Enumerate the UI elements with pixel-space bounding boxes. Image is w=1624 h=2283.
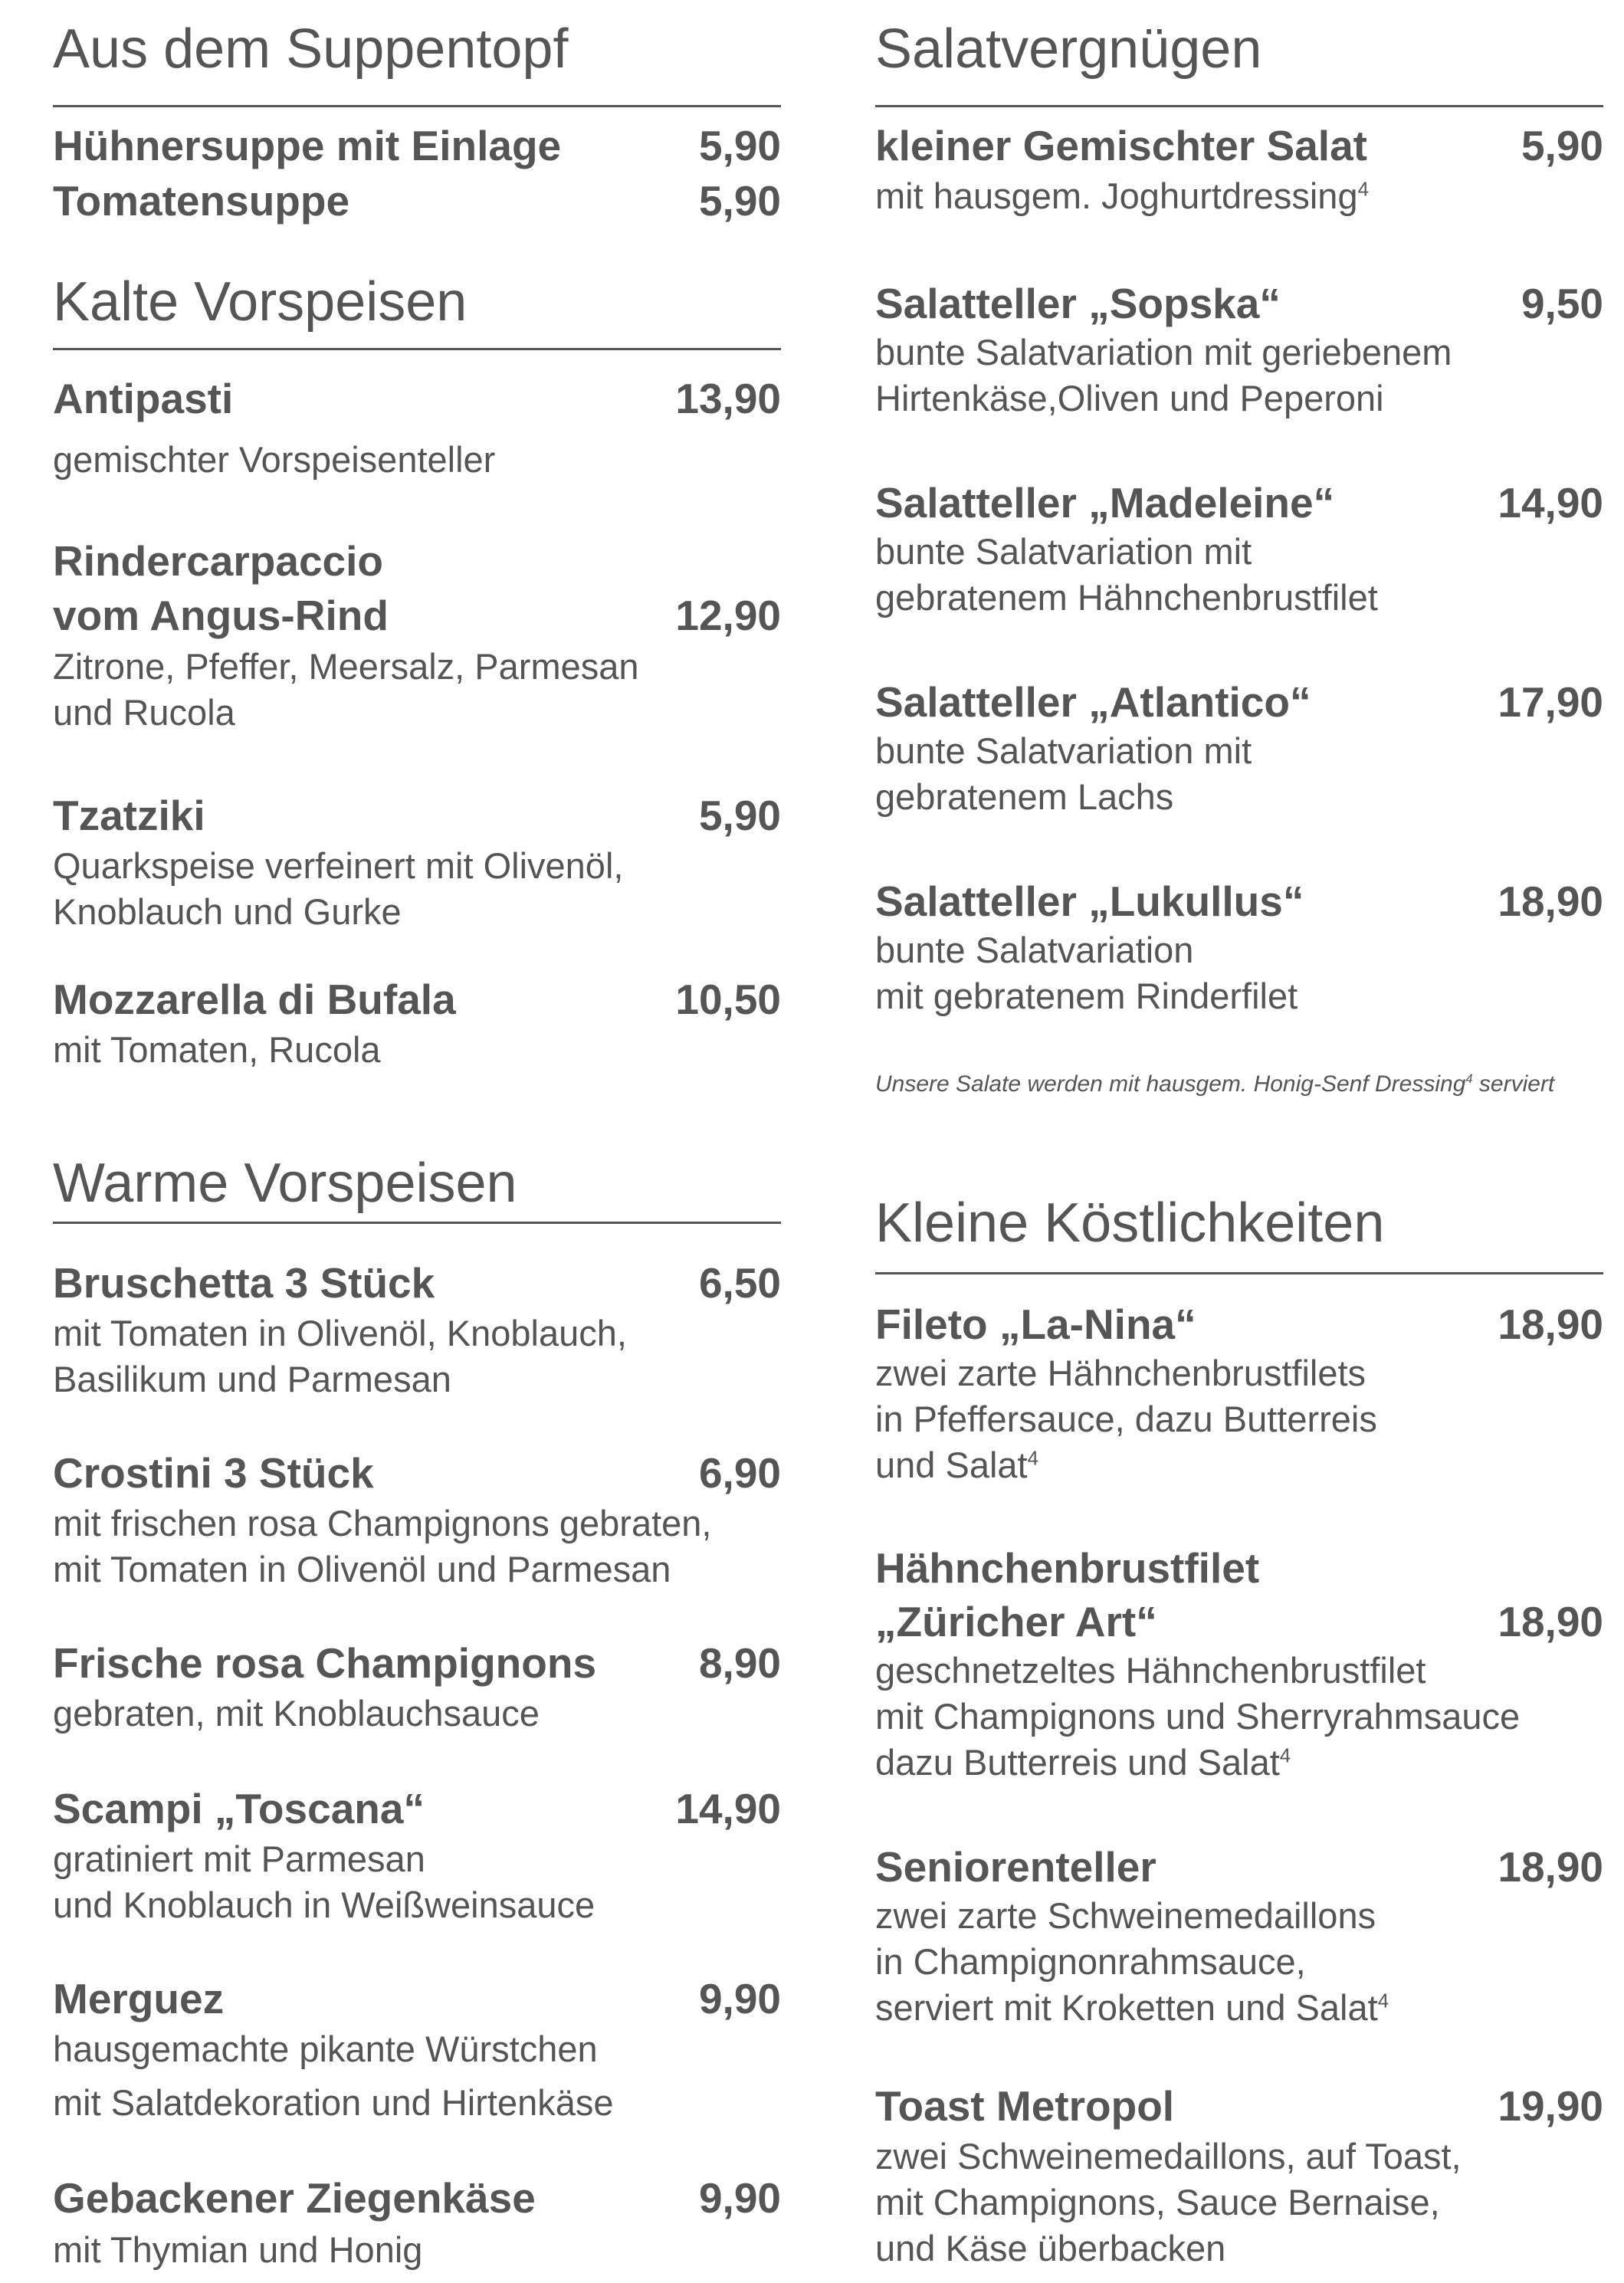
section-title: Kleine Köstlichkeiten (875, 1192, 1385, 1254)
item-price: 17,90 (1498, 678, 1603, 726)
item-description: Knoblauch und Gurke (53, 891, 402, 932)
menu-item (53, 121, 781, 170)
item-price: 9,90 (698, 1975, 781, 2022)
item-name: Bruschetta 3 Stück (53, 1259, 435, 1307)
item-name: Hühnersuppe mit Einlage (53, 122, 562, 169)
item-description: serviert mit Kroketten und Salat$^4$ (875, 1987, 1389, 2028)
item-description: mit Tomaten in Olivenöl und Parmesan (53, 1549, 671, 1589)
item-description: mit Salatdekoration und Hirtenkäse (53, 2082, 614, 2123)
footnote-marker: 4 (1357, 179, 1369, 201)
footnote-marker: 4 (1377, 1990, 1389, 2012)
item-name: Antipasti (53, 375, 234, 422)
item-price: 19,90 (1498, 2082, 1603, 2130)
section-divider (875, 105, 1603, 107)
menu-item (875, 1597, 1603, 1646)
item-price: 18,90 (1498, 1598, 1603, 1645)
item-price: 18,90 (1498, 877, 1603, 925)
menu-item (53, 1974, 781, 2023)
menu-item (875, 2081, 1603, 2130)
menu-item (875, 877, 1603, 926)
item-description: in Champignonrahmsauce, (875, 1941, 1306, 1982)
item-price: 14,90 (1498, 479, 1603, 526)
menu-item (53, 1448, 781, 1497)
section-divider (53, 1222, 781, 1224)
item-description: mit gebratenem Rinderfilet (875, 976, 1298, 1016)
section-divider (53, 105, 781, 107)
item-description: mit Thymian und Honig (53, 2229, 423, 2270)
item-description: Basilikum und Parmesan (53, 1359, 451, 1399)
item-price: 5,90 (698, 122, 781, 169)
item-description: Zitrone, Pfeffer, Meersalz, Parmesan (53, 646, 639, 687)
section-title: Kalte Vorspeisen (53, 271, 468, 333)
item-name: Tomatensuppe (53, 177, 350, 225)
item-description: bunte Salatvariation mit (875, 730, 1252, 771)
item-description: und Käse überbacken (875, 2228, 1226, 2268)
item-name: Scampi „Toscana“ (53, 1785, 425, 1832)
item-description: gratiniert mit Parmesan (53, 1839, 425, 1879)
item-description: gemischter Vorspeisenteller (53, 439, 496, 480)
menu-item (53, 591, 781, 640)
menu-item (875, 478, 1603, 527)
menu-item (875, 279, 1603, 328)
menu-item (53, 176, 781, 225)
item-price: 9,90 (698, 2174, 781, 2222)
item-price: 6,90 (698, 1449, 781, 1497)
item-name: Tzatziki (53, 792, 205, 839)
item-name: Crostini 3 Stück (53, 1449, 374, 1497)
item-description: und Salat$^4$ (875, 1445, 1038, 1485)
item-name: Merguez (53, 1975, 225, 2022)
menu-item (53, 2173, 781, 2222)
item-description: zwei zarte Schweinemedaillons (875, 1895, 1376, 1936)
menu-item (875, 1842, 1603, 1891)
menu-item (875, 1300, 1603, 1349)
item-description: mit Champignons und Sherryrahmsauce (875, 1696, 1521, 1737)
menu-item (53, 791, 781, 840)
menu-item-line (875, 1543, 1603, 1593)
menu-item (53, 1784, 781, 1833)
item-name: Seniorenteller (875, 1843, 1156, 1891)
item-description: bunte Salatvariation mit (875, 531, 1252, 572)
item-price: 14,90 (675, 1785, 781, 1832)
menu-item (53, 975, 781, 1024)
menu-item (53, 1638, 781, 1688)
item-price: 8,90 (698, 1639, 781, 1687)
item-name: Salatteller „Madeleine“ (875, 479, 1335, 526)
item-description: bunte Salatvariation mit geriebenem (875, 332, 1452, 372)
section-title: Aus dem Suppentopf (53, 18, 569, 80)
section-title: Warme Vorspeisen (53, 1153, 517, 1214)
menu-item (875, 677, 1603, 727)
section-title: Salatvergnügen (875, 18, 1262, 80)
item-description: mit hausgem. Joghurtdressing$^4$ (875, 175, 1369, 216)
item-price: 9,50 (1521, 280, 1603, 327)
item-description: Quarkspeise verfeinert mit Olivenöl, (53, 845, 624, 886)
menu-item (53, 1258, 781, 1307)
item-name: Salatteller „Lukullus“ (875, 877, 1304, 925)
section-divider (53, 348, 781, 350)
item-description: zwei Schweinemedaillons, auf Toast, (875, 2136, 1462, 2176)
item-description: gebraten, mit Knoblauchsauce (53, 1693, 540, 1734)
item-price: 5,90 (1521, 122, 1603, 169)
item-description: geschnetzeltes Hähnchenbrustfilet (875, 1650, 1426, 1691)
footnote-marker: 4 (1465, 1072, 1473, 1086)
menu-item (875, 121, 1603, 170)
section-divider (875, 1272, 1603, 1274)
item-price: 5,90 (698, 177, 781, 225)
item-description: gebratenem Hähnchenbrustfilet (875, 577, 1378, 618)
section-salat (875, 18, 1603, 80)
item-name: „Züricher Art“ (875, 1598, 1157, 1645)
item-name: Frische rosa Champignons (53, 1639, 597, 1687)
item-name: Hähnchenbrustfilet (875, 1544, 1260, 1592)
item-name: vom Angus-Rind (53, 592, 389, 639)
item-price: 13,90 (675, 375, 781, 422)
item-price: 18,90 (1498, 1301, 1603, 1348)
item-name: kleiner Gemischter Salat (875, 122, 1367, 169)
item-price: 10,50 (675, 976, 781, 1023)
item-price: 18,90 (1498, 1843, 1603, 1891)
item-description: zwei zarte Hähnchenbrustfilets (875, 1353, 1366, 1393)
item-name: Rindercarpaccio (53, 537, 384, 585)
section-kalt (53, 271, 781, 333)
section-warm (53, 1153, 781, 1214)
item-price: 5,90 (698, 792, 781, 839)
item-description: dazu Butterreis und Salat$^4$ (875, 1742, 1291, 1783)
item-price: 12,90 (675, 592, 781, 639)
menu-item-line (53, 536, 781, 586)
item-description: und Knoblauch in Weißweinsauce (53, 1884, 595, 1925)
item-description: mit Tomaten in Olivenöl, Knoblauch, (53, 1313, 627, 1353)
item-name: Gebackener Ziegenkäse (53, 2174, 536, 2222)
item-name: Salatteller „Atlantico“ (875, 678, 1311, 726)
item-name: Fileto „La-Nina“ (875, 1301, 1196, 1348)
footnote-marker: 4 (1279, 1745, 1291, 1767)
item-description: Hirtenkäse,Oliven und Peperoni (875, 378, 1384, 418)
item-description: bunte Salatvariation (875, 930, 1194, 970)
item-price: 6,50 (698, 1259, 781, 1307)
item-description: in Pfeffersauce, dazu Butterreis (875, 1399, 1377, 1439)
item-name: Salatteller „Sopska“ (875, 280, 1281, 327)
section-suppen (53, 18, 781, 80)
item-description: mit Tomaten, Rucola (53, 1029, 381, 1070)
item-name: Toast Metropol (875, 2082, 1175, 2130)
salad-note: Unsere Salate werden mit hausgem. Honig-Senf Dressing$^4$ serviert (875, 1071, 1555, 1097)
item-description: gebratenem Lachs (875, 776, 1174, 817)
item-description: mit frischen rosa Champignons gebraten, (53, 1503, 712, 1543)
item-name: Mozzarella di Bufala (53, 976, 456, 1023)
footnote-marker: 4 (1027, 1448, 1038, 1470)
item-description: und Rucola (53, 692, 235, 733)
section-klein (875, 1192, 1603, 1254)
item-description: mit Champignons, Sauce Bernaise, (875, 2182, 1440, 2222)
menu-item (53, 374, 781, 423)
item-description: hausgemachte pikante Würstchen (53, 2029, 598, 2069)
